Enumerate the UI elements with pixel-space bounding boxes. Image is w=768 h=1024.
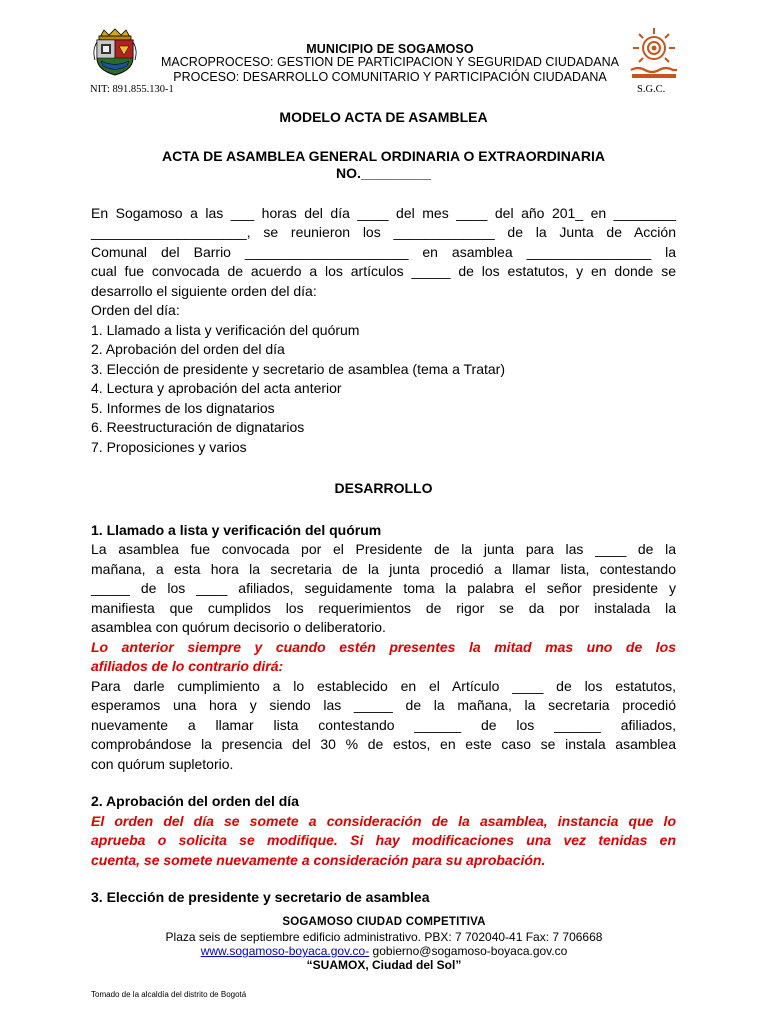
email-address: gobierno@sogamoso-boyaca.gov.co bbox=[369, 944, 568, 958]
sgc-label: S.G.C. bbox=[637, 84, 666, 95]
act-number: NO._________ bbox=[336, 164, 431, 181]
intro-line: En Sogamoso a las ___ horas del día ____ del mes ____ del año 201_ en ________ bbox=[91, 204, 676, 221]
footer-contact bbox=[0, 944, 768, 958]
footer-title: SOGAMOSO CIUDAD COMPETITIVA bbox=[282, 916, 486, 928]
agenda-list bbox=[91, 301, 676, 457]
agenda-item: 5. Informes de los dignatarios bbox=[91, 399, 275, 416]
paragraph-line: mañana, a esta hora la secretaria de la junta procedió a llamar lista, contestando bbox=[91, 560, 676, 577]
intro-line: cual fue convocada de acuerdo a los artículos _____ de los estatutos, y en donde se bbox=[91, 263, 676, 279]
section-heading: 1. Llamado a lista y verificación del quórum bbox=[91, 521, 382, 538]
desarrollo-heading: DESARROLLO bbox=[334, 480, 433, 496]
instruction-note: afiliados de lo contrario dirá: bbox=[91, 658, 284, 674]
instruction-note: cuenta, se somete nuevamente a consideración para su aprobación. bbox=[91, 851, 546, 868]
nit-number: NIT: 891.855.130-1 bbox=[90, 84, 174, 95]
paragraph-line: asamblea con quórum decisorio o deliberatorio. bbox=[91, 619, 386, 635]
macroproceso-line: MACROPROCESO: GESTION DE PARTICIPACION Y SEGURIDAD CIUDADANA bbox=[161, 55, 619, 69]
document-footer bbox=[0, 916, 768, 972]
agenda-item: 2. Aprobación del orden del día bbox=[91, 341, 285, 357]
sun-logo-icon bbox=[628, 26, 680, 80]
agenda-item: 3. Elección de presidente y secretario de asamblea (tema a Tratar) bbox=[91, 360, 505, 377]
paragraph-line: con quórum supletorio. bbox=[91, 755, 234, 772]
intro-paragraph bbox=[91, 204, 676, 302]
document-body bbox=[91, 106, 676, 908]
paragraph-line: comprobándose la presencia del 30 % de estos, en este caso se instala asamblea bbox=[91, 736, 676, 752]
section-heading: 3. Elección de presidente y secretario de asamblea bbox=[91, 889, 430, 905]
document-subtitle bbox=[91, 148, 676, 182]
section-2 bbox=[91, 792, 676, 870]
footer-motto: “SUAMOX, Ciudad del Sol” bbox=[306, 958, 462, 972]
section-3 bbox=[91, 888, 676, 908]
source-credit: Tomado de la alcaldía del distrito de Bogotá bbox=[91, 990, 247, 999]
paragraph-line: manifiesta que cumplidos los requerimientos de rigor se da por instalada la bbox=[91, 599, 676, 616]
municipality-name: MUNICIPIO DE SOGAMOSO bbox=[306, 42, 474, 56]
agenda-item: 1. Llamado a lista y verificación del quórum bbox=[91, 321, 360, 338]
agenda-item: 7. Proposiciones y varios bbox=[91, 438, 247, 455]
municipal-crest-icon bbox=[92, 28, 138, 76]
paragraph-line: Para darle cumplimiento a lo establecido en el Artículo ____ de los estatutos, bbox=[91, 677, 676, 694]
intro-line: desarrollo el siguiente orden del día: bbox=[91, 282, 317, 299]
agenda-item: 6. Reestructuración de dignatarios bbox=[91, 419, 305, 435]
agenda-item: 4. Lectura y aprobación del acta anterior bbox=[91, 380, 342, 396]
website-link[interactable]: www.sogamoso-boyaca.gov.co- bbox=[200, 944, 370, 958]
agenda-title: Orden del día: bbox=[91, 302, 180, 318]
instruction-note: El orden del día se somete a consideración de la asamblea, instancia que lo bbox=[91, 812, 676, 829]
intro-line: ____________________, se reunieron los _____________ de la Junta de Acción bbox=[91, 224, 676, 240]
intro-line: Comunal del Barrio _____________________ en asamblea ________________ la bbox=[91, 243, 676, 260]
proceso-line: PROCESO: DESARROLLO COMUNITARIO Y PARTICIPACIÓN CIUDADANA bbox=[173, 70, 607, 84]
instruction-note: aprueba o solicita se modifique. Si hay modificaciones una vez tenidas en bbox=[91, 832, 676, 848]
document-header bbox=[0, 0, 768, 100]
section-1 bbox=[91, 521, 676, 775]
instruction-note: Lo anterior siempre y cuando estén presentes la mitad mas uno de los bbox=[91, 638, 676, 655]
footer-address: Plaza seis de septiembre edificio administrativo. PBX: 7 702040-41 Fax: 7 706668 bbox=[165, 930, 603, 944]
paragraph-line: La asamblea fue convocada por el Presidente de la junta para las ____ de la bbox=[91, 541, 676, 557]
paragraph-line: esperamos una hora y siendo las _____ de la mañana, la secretaria procedió bbox=[91, 697, 676, 713]
section-heading: 2. Aprobación del orden del día bbox=[91, 793, 299, 809]
subtitle-line: ACTA DE ASAMBLEA GENERAL ORDINARIA O EXTRAORDINARIA bbox=[161, 147, 606, 164]
document-title: MODELO ACTA DE ASAMBLEA bbox=[279, 109, 488, 125]
paragraph-line: nuevamente a llamar lista contestando ______ de los ______ afiliados, bbox=[91, 716, 676, 733]
paragraph-line: _____ de los ____ afiliados, seguidamente toma la palabra el señor presidente y bbox=[91, 580, 676, 596]
